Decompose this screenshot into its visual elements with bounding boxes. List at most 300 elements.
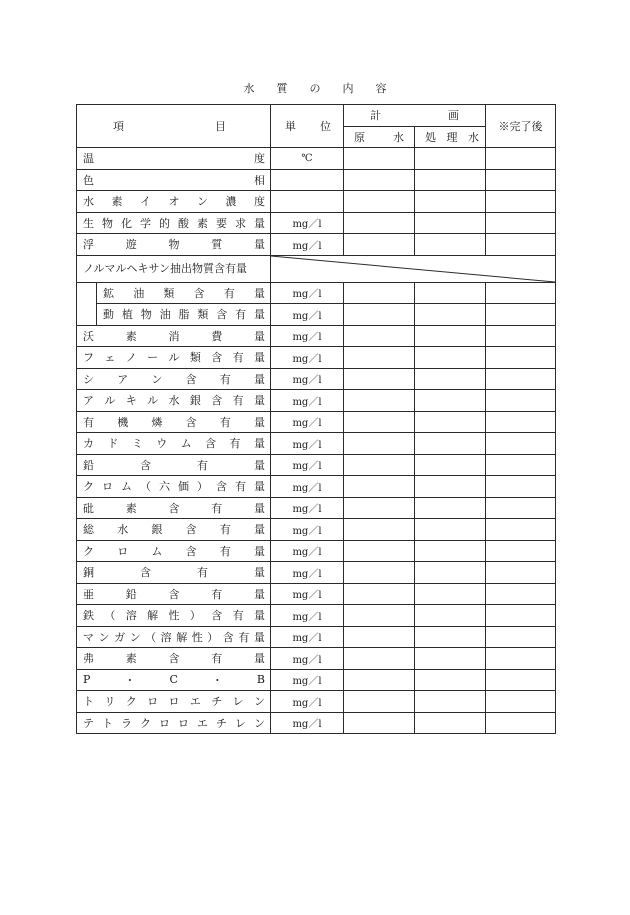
item-label-char: 有 <box>235 480 246 494</box>
raw-water-cell[interactable] <box>344 712 415 734</box>
table-row <box>77 454 556 476</box>
item-label-char: ト <box>102 716 113 730</box>
item-label-char: 水 <box>117 523 129 537</box>
raw-water-cell[interactable] <box>344 212 415 234</box>
treated-water-cell[interactable] <box>415 583 486 605</box>
header-unit-char: 位 <box>320 120 331 133</box>
item-label-char: 有 <box>229 437 241 451</box>
item-label-char: ロ <box>159 716 170 730</box>
item-label-char: 含 <box>168 652 180 666</box>
item-label-char: 沃 <box>83 329 94 343</box>
item-label-char: ウ <box>156 437 168 451</box>
treated-water-cell[interactable] <box>415 712 486 734</box>
table-row <box>77 368 556 390</box>
completion-cell[interactable] <box>486 325 556 347</box>
item-label-char: 燐 <box>151 415 163 429</box>
completion-cell[interactable] <box>486 282 556 304</box>
item-label-char: ム <box>180 437 192 451</box>
item-label-char: 量 <box>254 652 265 666</box>
item-label-char: ロ <box>147 695 159 709</box>
item-label-char: 含 <box>185 523 197 537</box>
unit-cell: mg／l <box>271 212 344 234</box>
raw-water-cell[interactable] <box>344 304 415 326</box>
raw-water-cell[interactable] <box>344 234 415 256</box>
completion-cell[interactable] <box>486 304 556 326</box>
item-label-char: 有 <box>223 286 235 300</box>
treated-water-cell[interactable] <box>415 562 486 584</box>
unit-cell: mg／l <box>271 712 344 734</box>
completion-cell[interactable] <box>486 691 556 713</box>
item-label-char: ミ <box>131 437 143 451</box>
raw-water-cell[interactable] <box>344 562 415 584</box>
table-row <box>77 433 556 455</box>
item-label-char: 物 <box>102 216 113 230</box>
item-label-char: ） <box>207 630 219 644</box>
title-char: の <box>309 82 321 95</box>
item-cell <box>77 169 271 191</box>
item-label-char: 浮 <box>83 238 94 252</box>
item-label-char: 量 <box>254 458 265 472</box>
treated-water-cell[interactable] <box>415 234 486 256</box>
treated-water-cell[interactable] <box>415 605 486 627</box>
item-label-char: 含 <box>211 609 223 623</box>
item-label-char: ン <box>197 195 208 209</box>
item-label-char: 物 <box>140 308 152 322</box>
raw-water-cell[interactable] <box>344 347 415 369</box>
item-label-char: 価 <box>178 480 189 494</box>
unit-cell: mg／l <box>271 390 344 412</box>
completion-cell[interactable] <box>486 540 556 562</box>
item-label-char: 鉛 <box>125 587 137 601</box>
item-cell <box>77 234 271 256</box>
item-label-char: 含 <box>185 544 197 558</box>
item-label-char: P <box>83 673 91 687</box>
item-label-char: ラ <box>121 716 132 730</box>
item-label-char: 有 <box>197 566 208 580</box>
item-label-char: 求 <box>235 216 246 230</box>
item-label-char: 油 <box>133 286 145 300</box>
raw-water-cell[interactable] <box>344 476 415 498</box>
item-label-char: B <box>256 673 265 687</box>
raw-water-cell[interactable] <box>344 540 415 562</box>
item-label-char: エ <box>189 695 201 709</box>
item-label-char: 類 <box>197 308 209 322</box>
item-label-char: 量 <box>254 308 265 322</box>
title-char: 質 <box>276 82 288 95</box>
unit-cell: mg／l <box>271 476 344 498</box>
item-label-char: 化 <box>121 216 132 230</box>
title-char: 容 <box>375 82 387 95</box>
item-label-char: ） <box>189 609 201 623</box>
completion-cell[interactable] <box>486 519 556 541</box>
item-label-char: ） <box>197 480 208 494</box>
raw-water-cell[interactable] <box>344 519 415 541</box>
item-label-char: 消 <box>168 329 180 343</box>
item-label-char: フ <box>83 351 94 365</box>
item-label-char: 総 <box>83 523 94 537</box>
item-label-char: 的 <box>159 216 170 230</box>
item-label-char: ル <box>147 394 159 408</box>
item-cell <box>77 411 271 433</box>
completion-cell[interactable] <box>486 148 556 170</box>
item-label-char: （ <box>104 609 116 623</box>
item-label-char: 素 <box>125 501 137 515</box>
item-label-char: 度 <box>254 195 265 209</box>
item-label-char: （ <box>145 630 157 644</box>
item-label-char: ロ <box>168 695 180 709</box>
item-label-char: 水 <box>168 394 180 408</box>
item-label-char: マ <box>83 630 94 644</box>
raw-water-cell[interactable] <box>344 454 415 476</box>
treated-water-cell[interactable] <box>415 411 486 433</box>
item-cell <box>77 519 271 541</box>
item-cell <box>77 562 271 584</box>
table-row <box>77 234 556 256</box>
item-label-char: ェ <box>104 351 116 365</box>
table-row <box>77 519 556 541</box>
item-cell <box>77 497 271 519</box>
item-label-char: シ <box>83 372 94 386</box>
item-label-char: 濃 <box>225 195 237 209</box>
treated-water-cell[interactable] <box>415 626 486 648</box>
completion-cell[interactable] <box>486 169 556 191</box>
item-label-char: 有 <box>232 351 244 365</box>
item-cell <box>77 433 271 455</box>
item-label-char: 量 <box>254 480 265 494</box>
raw-water-cell[interactable] <box>344 648 415 670</box>
item-cell <box>77 540 271 562</box>
raw-water-cell[interactable] <box>344 368 415 390</box>
item-label-char: 要 <box>216 216 227 230</box>
item-cell <box>77 669 271 691</box>
item-label-char: 水 <box>83 195 94 209</box>
table-row <box>77 497 556 519</box>
completion-cell[interactable] <box>486 390 556 412</box>
item-label-char: 有 <box>83 415 94 429</box>
item-label-char: ン <box>98 630 110 644</box>
item-label-char: ク <box>140 716 151 730</box>
unit-cell: mg／l <box>271 325 344 347</box>
raw-water-cell[interactable] <box>344 669 415 691</box>
table-row <box>77 282 556 304</box>
completion-cell[interactable] <box>486 648 556 670</box>
item-label-char: 量 <box>253 372 265 386</box>
raw-water-cell[interactable] <box>344 433 415 455</box>
item-label-char: 質 <box>211 238 223 252</box>
item-label-char: イ <box>140 195 151 209</box>
header-unit <box>271 105 344 148</box>
treated-water-cell[interactable] <box>415 325 486 347</box>
table-row <box>77 148 556 170</box>
unit-cell: mg／l <box>271 368 344 390</box>
item-label-char: 銀 <box>151 523 163 537</box>
item-label-char: 有 <box>197 458 208 472</box>
item-label-char: 量 <box>254 587 265 601</box>
completion-cell[interactable] <box>486 562 556 584</box>
unit-cell: mg／l <box>271 519 344 541</box>
item-cell <box>97 304 271 326</box>
item-label-char: ノ <box>125 351 137 365</box>
table-row <box>77 212 556 234</box>
item-label-char: 含 <box>193 286 205 300</box>
item-label-char: ド <box>107 437 119 451</box>
item-label-char: 亜 <box>83 587 94 601</box>
item-label-char: 量 <box>253 437 265 451</box>
raw-water-cell[interactable] <box>344 497 415 519</box>
header-item-char: 項 <box>113 120 124 133</box>
item-label-char: ル <box>104 394 116 408</box>
treated-water-cell[interactable] <box>415 304 486 326</box>
item-label-char: ・ <box>124 673 136 687</box>
item-label-char: 有 <box>219 523 231 537</box>
unit-cell: mg／l <box>271 626 344 648</box>
item-label-char: 溶 <box>160 630 172 644</box>
item-label-char: 油 <box>159 308 171 322</box>
unit-cell: mg／l <box>271 454 344 476</box>
raw-water-cell[interactable] <box>344 282 415 304</box>
table-row <box>77 669 556 691</box>
item-label-char: 素 <box>111 195 123 209</box>
item-label-char: 有 <box>211 652 223 666</box>
item-label-char: 含 <box>140 566 151 580</box>
item-label-char: ー <box>147 351 159 365</box>
item-cell <box>77 148 271 170</box>
item-label-char: カ <box>83 437 94 451</box>
header-plan-char: 画 <box>448 109 459 123</box>
item-label-char: C <box>169 673 178 687</box>
item-cell <box>77 212 271 234</box>
completion-cell[interactable] <box>486 368 556 390</box>
item-cell <box>77 626 271 648</box>
item-label-char: 有 <box>211 587 223 601</box>
table-row <box>77 648 556 670</box>
item-label-char: 含 <box>185 372 197 386</box>
item-label-char: 生 <box>83 216 94 230</box>
treated-water-cell[interactable] <box>415 368 486 390</box>
item-label-char: 六 <box>159 480 170 494</box>
completion-cell[interactable] <box>486 454 556 476</box>
unit-cell: mg／l <box>271 411 344 433</box>
unit-cell: mg／l <box>271 669 344 691</box>
normal-hexane-row <box>77 255 556 282</box>
raw-water-cell[interactable] <box>344 605 415 627</box>
unit-cell: mg／l <box>271 497 344 519</box>
header-treated-char: 水 <box>468 130 479 144</box>
item-cell <box>77 347 271 369</box>
treated-water-cell[interactable] <box>415 691 486 713</box>
item-label-char: 性 <box>168 609 180 623</box>
item-label-char: 有 <box>232 609 244 623</box>
unit-cell: mg／l <box>271 540 344 562</box>
treated-water-cell[interactable] <box>415 519 486 541</box>
item-label-char: 機 <box>117 415 129 429</box>
item-cell <box>77 454 271 476</box>
item-label-char: 鉛 <box>83 458 94 472</box>
completion-cell[interactable] <box>486 433 556 455</box>
item-label-char: ト <box>83 695 94 709</box>
item-label-char: ン <box>129 630 141 644</box>
item-label-char: 植 <box>121 308 133 322</box>
item-label-char: 量 <box>254 329 265 343</box>
raw-water-cell[interactable] <box>344 148 415 170</box>
completion-cell[interactable] <box>486 712 556 734</box>
item-label-char: 類 <box>189 351 201 365</box>
completion-cell[interactable] <box>486 605 556 627</box>
item-label-char: 素 <box>197 216 208 230</box>
treated-water-cell[interactable] <box>415 540 486 562</box>
item-label-char: ン <box>254 695 265 709</box>
item-cell <box>77 605 271 627</box>
treated-water-cell[interactable] <box>415 390 486 412</box>
treated-water-cell[interactable] <box>415 212 486 234</box>
item-label-char: 量 <box>254 351 265 365</box>
raw-water-cell[interactable] <box>344 411 415 433</box>
water-quality-table <box>76 104 556 734</box>
treated-water-cell[interactable] <box>415 347 486 369</box>
item-label-char: 量 <box>254 609 265 623</box>
treated-water-cell[interactable] <box>415 454 486 476</box>
completion-cell[interactable] <box>486 626 556 648</box>
item-label-char: 含 <box>222 630 234 644</box>
treated-water-cell[interactable] <box>415 433 486 455</box>
header-treated-water <box>415 126 486 148</box>
item-label-char: 含 <box>211 394 223 408</box>
raw-water-cell[interactable] <box>344 583 415 605</box>
item-label-char: ・ <box>211 673 223 687</box>
item-label-char: ル <box>168 351 180 365</box>
indent-cell <box>77 282 97 325</box>
item-label-char: 性 <box>191 630 203 644</box>
item-label-char: 有 <box>238 630 250 644</box>
treated-water-cell[interactable] <box>415 169 486 191</box>
raw-water-cell[interactable] <box>344 169 415 191</box>
raw-water-cell[interactable] <box>344 626 415 648</box>
completion-cell[interactable] <box>486 497 556 519</box>
item-label-char: 鉄 <box>83 609 94 623</box>
header-treated-char: 処 <box>425 130 436 144</box>
treated-water-cell[interactable] <box>415 669 486 691</box>
item-label-char: ロ <box>178 716 189 730</box>
item-label-char: 有 <box>219 415 231 429</box>
header-plan <box>344 105 486 127</box>
header-completion: ※完了後 <box>486 105 556 148</box>
item-label-char: 解 <box>176 630 188 644</box>
table-row <box>77 411 556 433</box>
item-cell <box>77 712 271 734</box>
completion-cell[interactable] <box>486 234 556 256</box>
item-label-char: 含 <box>216 308 228 322</box>
raw-water-cell[interactable] <box>344 390 415 412</box>
item-label-char: 量 <box>254 238 265 252</box>
treated-water-cell[interactable] <box>415 497 486 519</box>
item-label-char: 量 <box>254 216 265 230</box>
raw-water-cell[interactable] <box>344 691 415 713</box>
table-row <box>77 712 556 734</box>
item-label-char: レ <box>232 695 244 709</box>
item-label-char: 量 <box>253 630 265 644</box>
item-label-char: 含 <box>185 415 197 429</box>
item-label-char: オ <box>168 195 180 209</box>
completion-cell[interactable] <box>486 347 556 369</box>
item-cell <box>77 368 271 390</box>
completion-cell[interactable] <box>486 476 556 498</box>
treated-water-cell[interactable] <box>415 476 486 498</box>
item-cell <box>97 282 271 304</box>
diagonal-line <box>271 256 555 282</box>
treated-water-cell[interactable] <box>415 282 486 304</box>
table-row <box>77 605 556 627</box>
treated-water-cell[interactable] <box>415 191 486 213</box>
item-label-char: ア <box>83 394 94 408</box>
header-raw-char: 水 <box>393 130 404 144</box>
raw-water-cell[interactable] <box>344 191 415 213</box>
table-row <box>77 583 556 605</box>
completion-cell[interactable] <box>486 191 556 213</box>
item-label-char: 含 <box>205 437 217 451</box>
item-label-char: 酸 <box>178 216 189 230</box>
normal-hexane-diagonal-cell <box>271 255 556 282</box>
table-row <box>77 325 556 347</box>
item-label-char: 弗 <box>83 652 94 666</box>
item-label-char: 類 <box>163 286 175 300</box>
item-label-char: ガ <box>114 630 126 644</box>
item-label-char: 含 <box>168 587 180 601</box>
table-row <box>77 691 556 713</box>
item-label-char: 学 <box>140 216 151 230</box>
item-label-char: ン <box>151 372 163 386</box>
header-raw-char: 原 <box>354 130 365 144</box>
item-label-char: 量 <box>253 523 265 537</box>
completion-cell[interactable] <box>486 411 556 433</box>
table-row <box>77 476 556 498</box>
table-row <box>77 169 556 191</box>
completion-cell[interactable] <box>486 212 556 234</box>
item-label-char: 温 <box>83 152 94 166</box>
unit-cell: mg／l <box>271 433 344 455</box>
completion-cell[interactable] <box>486 669 556 691</box>
unit-cell: mg／l <box>271 304 344 326</box>
item-label-char: ア <box>117 372 129 386</box>
item-label-char: 費 <box>211 329 223 343</box>
unit-cell: mg／l <box>271 234 344 256</box>
item-label-char: 銀 <box>189 394 201 408</box>
completion-cell[interactable] <box>486 583 556 605</box>
item-label-char: リ <box>104 695 116 709</box>
header-unit-char: 単 <box>285 120 296 133</box>
item-label-char: 動 <box>103 308 114 322</box>
table-row <box>77 304 556 326</box>
item-label-char: ク <box>83 480 94 494</box>
item-label-char: テ <box>83 716 94 730</box>
treated-water-cell[interactable] <box>415 648 486 670</box>
table-row <box>77 390 556 412</box>
treated-water-cell[interactable] <box>415 148 486 170</box>
item-label-char: エ <box>197 716 208 730</box>
unit-cell: mg／l <box>271 605 344 627</box>
item-label-char: 脂 <box>178 308 190 322</box>
item-label-char: 度 <box>254 152 265 166</box>
raw-water-cell[interactable] <box>344 325 415 347</box>
normal-hexane-label: ノルマルヘキサン抽出物質含有量 <box>77 255 271 282</box>
title-char: 内 <box>342 82 354 95</box>
item-label-char: 素 <box>125 329 137 343</box>
item-label-char: 量 <box>254 566 265 580</box>
item-label-char: 鉱 <box>103 286 114 300</box>
unit-cell: ℃ <box>271 148 344 170</box>
item-label-char: 含 <box>216 480 227 494</box>
item-label-char: 色 <box>83 173 94 187</box>
item-label-char: ク <box>83 544 94 558</box>
